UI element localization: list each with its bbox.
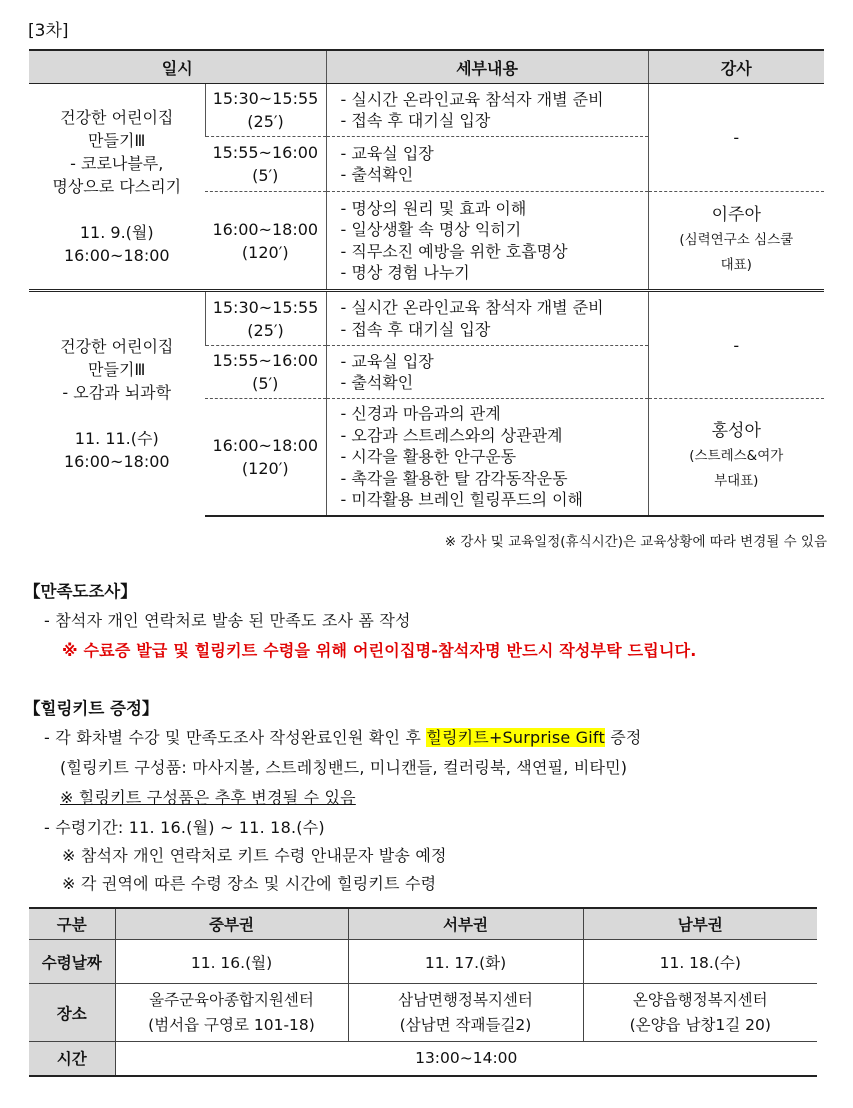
kit-change-note: ※ 힐링키트 구성품은 추후 변경될 수 있음 xyxy=(60,788,356,807)
pickup-header: 구분 xyxy=(29,908,115,940)
session-date: 11. 9.(월) xyxy=(79,223,154,242)
session-title-line: 건강한 어린이집 xyxy=(60,108,174,127)
session-1-info xyxy=(29,84,205,291)
detail-list: - 실시간 온라인교육 참석자 개별 준비 - 접속 후 대기실 입장 xyxy=(326,84,648,137)
instructor-name: 홍성아 xyxy=(711,421,761,442)
session-title-line: 만들기Ⅲ xyxy=(88,131,146,150)
detail-list: - 신경과 마음과의 관계 - 오감과 스트레스와의 상관관계 - 시각을 활용한 안구운동 - 촉각을 활용한 탈 감각동작운동 - 미각활용 브레인 힐링푸드의 이해 xyxy=(326,399,648,516)
instructor-affiliation: 대표) xyxy=(720,257,752,273)
session-time: 16:00~18:00 xyxy=(63,246,170,265)
time-slot: 15:55~16:00 (5′) xyxy=(205,137,326,192)
session-title-line: 명상으로 다스리기 xyxy=(52,177,182,196)
header-details: 세부내용 xyxy=(326,50,648,84)
instructor-affiliation: (심력연구소 심스쿨 xyxy=(679,232,794,248)
session-title-line: 건강한 어린이집 xyxy=(60,336,174,356)
session-title-line: - 코로나블루, xyxy=(70,154,164,173)
survey-title: 【만족도조사】 xyxy=(24,582,137,601)
instructor-name: 이주아 xyxy=(711,205,761,225)
instructor-info xyxy=(648,192,824,291)
kit-title: 【힐링키트 증정】 xyxy=(24,699,159,718)
time-slot: 15:55~16:00 (5′) xyxy=(205,346,326,399)
row-label-date: 수령날짜 xyxy=(29,940,115,984)
pickup-place: 삼남면행정복지센터 (삼남면 작괘들길2) xyxy=(348,984,583,1042)
time-slot: 15:30~15:55 (25′) xyxy=(205,84,326,137)
kit-region-note: ※ 각 권역에 따른 수령 장소 및 시간에 힐링키트 수령 xyxy=(62,874,437,893)
session-title-line: 만들기Ⅲ xyxy=(88,359,146,379)
kit-line: - 각 화차별 수강 및 만족도조사 작성완료인원 확인 후 힐링키트+Surprise Gift 증정 xyxy=(44,728,642,747)
kit-components: (힐링키트 구성품: 마사지볼, 스트레칭밴드, 미니캔들, 컬러링북, 색연필, 비타민) xyxy=(60,758,628,777)
kit-sms-note: ※ 참석자 개인 연락처로 키트 수령 안내문자 발송 예정 xyxy=(62,846,447,865)
pickup-date: 11. 17.(화) xyxy=(348,940,583,984)
time-slot: 15:30~15:55 (25′) xyxy=(205,291,326,346)
pickup-date: 11. 16.(월) xyxy=(115,940,348,984)
round-label: [3차] xyxy=(28,21,69,41)
instructor-affiliation: (스트레스&여가 xyxy=(689,448,784,465)
kit-period: - 수령기간: 11. 16.(월) ~ 11. 18.(수) xyxy=(44,818,325,837)
pickup-time: 13:00~14:00 xyxy=(115,1042,817,1076)
pickup-header: 서부권 xyxy=(348,908,583,940)
pickup-place: 울주군육아종합지원센터 (범서읍 구영로 101-18) xyxy=(115,984,348,1042)
schedule-table xyxy=(29,49,824,517)
survey-line: - 참석자 개인 연락처로 발송 된 만족도 조사 폼 작성 xyxy=(44,611,411,630)
row-label-time: 시간 xyxy=(29,1042,115,1076)
header-instructor: 강사 xyxy=(648,50,824,84)
session-date: 11. 11.(수) xyxy=(74,428,159,448)
schedule-note: ※ 강사 및 교육일정(휴식시간)은 교육상황에 따라 변경될 수 있음 xyxy=(444,534,827,550)
instructor-affiliation: 부대표) xyxy=(714,473,759,490)
instructor-none: - xyxy=(648,84,824,192)
detail-list: - 실시간 온라인교육 참석자 개별 준비 - 접속 후 대기실 입장 xyxy=(326,291,648,346)
kit-highlight: 힐링키트+Surprise Gift xyxy=(426,728,605,747)
session-2-info xyxy=(29,291,205,516)
session-title-line: - 오감과 뇌과학 xyxy=(62,382,172,402)
pickup-place: 온양읍행정복지센터 (온양읍 남창1길 20) xyxy=(583,984,817,1042)
pickup-header: 중부권 xyxy=(115,908,348,940)
detail-list: - 교육실 입장 - 출석확인 xyxy=(326,137,648,192)
time-slot: 16:00~18:00 (120′) xyxy=(205,192,326,291)
row-label-place: 장소 xyxy=(29,984,115,1042)
time-slot: 16:00~18:00 (120′) xyxy=(205,399,326,516)
instructor-info xyxy=(648,399,824,516)
pickup-table xyxy=(29,907,817,1077)
pickup-date: 11. 18.(수) xyxy=(583,940,817,984)
detail-list: - 교육실 입장 - 출석확인 xyxy=(326,346,648,399)
survey-warning: ※ 수료증 발급 및 힐링키트 수령을 위해 어린이집명-참석자명 반드시 작성부탁 드립니다. xyxy=(62,641,697,660)
pickup-header: 남부권 xyxy=(583,908,817,940)
header-datetime: 일시 xyxy=(29,50,326,84)
detail-list: - 명상의 원리 및 효과 이해 - 일상생활 속 명상 익히기 - 직무소진 예방을 위한 호흡명상 - 명상 경험 나누기 xyxy=(326,192,648,291)
session-time: 16:00~18:00 xyxy=(63,451,170,471)
instructor-none: - xyxy=(648,291,824,399)
